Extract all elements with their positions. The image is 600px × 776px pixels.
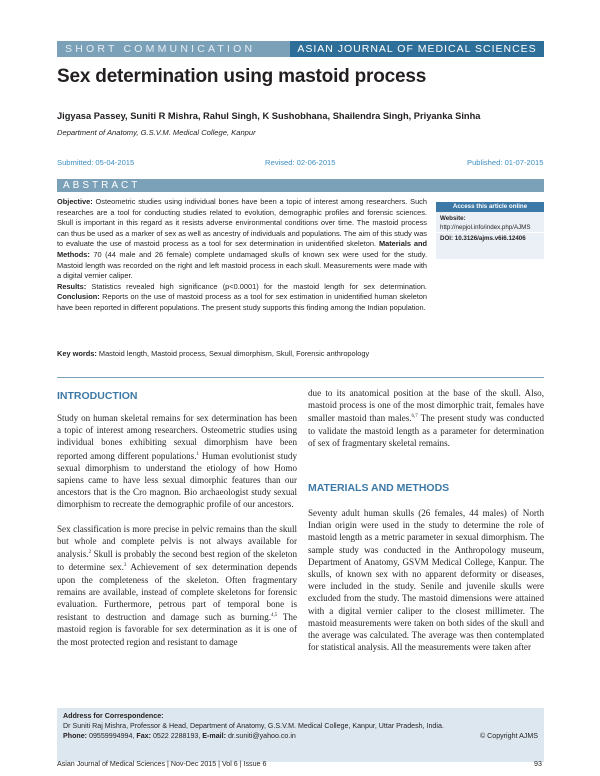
conclusion-label: Conclusion: — [57, 292, 100, 302]
header-band — [57, 41, 544, 57]
results-label: Results: — [57, 281, 87, 291]
email-link[interactable]: dr.suniti@yahoo.co.in — [227, 732, 296, 740]
intro-col2-a: due to its anatomical position at the base of the skull. Also, mastoid process is one of the most dimorphic trait, females have smaller mastoid than males. — [308, 388, 544, 424]
correspondence-address: Dr Suniti Raj Mishra, Professor & Head, Department of Anatomy, G.S.V.M. Medical College, Kanpur, Uttar Pradesh, India. — [63, 722, 444, 730]
methods-heading: MATERIALS AND METHODS — [308, 482, 450, 494]
ref: 6,7 — [411, 414, 418, 420]
results-text: Statistics revealed high significance (p<0.0001) for the mastoid length for sex determination. — [91, 281, 427, 291]
keywords-label: Key words: — [57, 349, 97, 358]
published-date: Published: 01-07-2015 — [467, 158, 544, 167]
fax-label: Fax: — [136, 732, 151, 740]
introduction-col2 — [308, 387, 544, 449]
ref: 1 — [196, 451, 199, 457]
keywords-text: Mastoid length, Mastoid process, Sexual dimorphism, Skull, Forensic anthropology — [98, 349, 370, 358]
fax-value: 0522 2288193, — [152, 732, 201, 740]
section-label: SHORT COMMUNICATION — [65, 43, 256, 55]
footer-journal: Asian Journal of Medical Sciences | Nov-Dec 2015 | Vol 6 | Issue 6 — [57, 760, 267, 768]
objective-text: Osteometric studies using individual bones have been a topic of interest among researchers. Such researches are a tool for conducting studies related to evolution, demographic profiles and forensic sciences. Skull is important in this regard as it resists adverse environmental conditions over time. The mastoid process can thus be used as a marker of sex as well as ancestry of individuals and populations. The aim of this study was to evaluate the use of mastoid process as a tool for sex determination in unidentified skeleton. — [57, 197, 428, 249]
objective-label: Objective: — [57, 197, 93, 206]
ref: 3 — [123, 563, 127, 569]
phone-value: 09559994994, — [89, 732, 135, 740]
correspondence-heading: Address for Correspondence: — [63, 712, 164, 720]
journal-name: ASIAN JOURNAL OF MEDICAL SCIENCES — [290, 41, 544, 57]
access-divider — [436, 232, 544, 233]
website-link[interactable]: http://nepjol.info/index.php/AJMS — [440, 223, 531, 231]
methods-paragraph: Seventy adult human skulls (26 females, 44 males) of North Indian origin were used in the study to determine the role of mastoid length as a metric parameter in sexual dimorphism. The sample study was conducted in the Anthropology museum, Department of Anatomy, GSVM Medical College, Kanpur. The skulls, of known sex with no apparent deformity or diseases, were included in the study. Senile and juvenile skulls were excluded from the study. The mastoid dimensions were attained with a digital vernier caliper to the closest millimeter. The mastoid measurements were taken on both sides of the skull and the average was calculated. The average was then contemplated for statistical analysis. All the measurements were taken after — [308, 508, 544, 653]
intro-p2a: Sex classification is more precise in pelvic remains than the skull but whole and complete pelvis is not always available for analysis. — [57, 523, 297, 560]
access-heading: Access this article online — [436, 202, 544, 212]
conclusion-text: Reports on the use of mastoid process as a tool for sex estimation in unidentified human skeleton have been reported in different populations. The present study supports this finding among the Indian population. — [57, 292, 427, 312]
email-label: E-mail: — [202, 732, 226, 740]
article-title: Sex determination using mastoid process — [57, 66, 427, 87]
intro-p1: Study on human skeletal remains for sex determination has been a topic of interest among researchers. Osteometric studies using individual bones exhibiting sexual dimorphism have been reported among different populations. — [57, 413, 297, 461]
introduction-col1 — [57, 412, 297, 648]
intro-p2c: Achievement of sex determination depends upon the completeness of the skeleton. Often fragmentary remains are available, instead of complete skeletons for forensic evaluation. Furthermore, petrous part of temporal bone is resistant to destruction and damage such as burning. — [57, 562, 297, 623]
intro-p2d: The mastoid region is favorable for sex determination as it is one of the most protected region and resistant to damage — [57, 612, 297, 647]
revised-date: Revised: 02-06-2015 — [265, 158, 336, 167]
intro-p2b: Skull is probably the second best region of the skeleton to determine sex. — [57, 549, 297, 573]
author-list: Jigyasa Passey, Suniti R Mishra, Rahul Singh, K Sushobhana, Shailendra Singh, Priyanka Sinha — [57, 111, 481, 121]
ref: 4,5 — [271, 613, 278, 619]
methods-label: Materials and Methods: — [57, 239, 427, 259]
phone-label: Phone: — [63, 732, 88, 740]
affiliation: Department of Anatomy, G.S.V.M. Medical College, Kanpur — [57, 128, 256, 137]
intro-col2-b: The present study was conducted to validate the mastoid length as a parameter for determination of sex of fragmentary skeletal remains. — [308, 413, 544, 448]
correspondence-box — [57, 708, 544, 762]
methods-text — [308, 507, 544, 653]
doi-label: DOI: — [440, 235, 454, 243]
keywords — [57, 349, 387, 360]
doi-value[interactable]: 10.3126/ajms.v6i6.12406 — [454, 235, 526, 243]
copyright: © Copyright AJMS — [479, 732, 538, 740]
access-box — [436, 202, 544, 259]
abstract-body — [57, 197, 427, 314]
abstract-band — [57, 179, 544, 192]
methods-text: 70 (44 male and 26 female) complete undamaged skulls of known sex were used for the study. Mastoid length was recorded on the right and left mastoid process in each skull. Measurements were made with a digital vernier caliper. — [57, 249, 427, 281]
abstract-label: ABSTRACT — [63, 180, 141, 191]
intro-p1b: Human evolutionist study sexual dimorphism to understand the etiology of how Homo sapiens came to have less sexual dimorphic features than our ancestors that is the Cro magnon. Bio archaeologist study sexual dimorphism to recreate the demographic profile of our ancestors. — [57, 450, 297, 510]
introduction-heading: INTRODUCTION — [57, 390, 138, 402]
submitted-date: Submitted: 05-04-2015 — [57, 158, 135, 167]
page-number: 93 — [534, 760, 542, 768]
ref: 2 — [88, 550, 92, 556]
section-divider — [57, 377, 544, 378]
website-label: Website: — [440, 215, 466, 222]
